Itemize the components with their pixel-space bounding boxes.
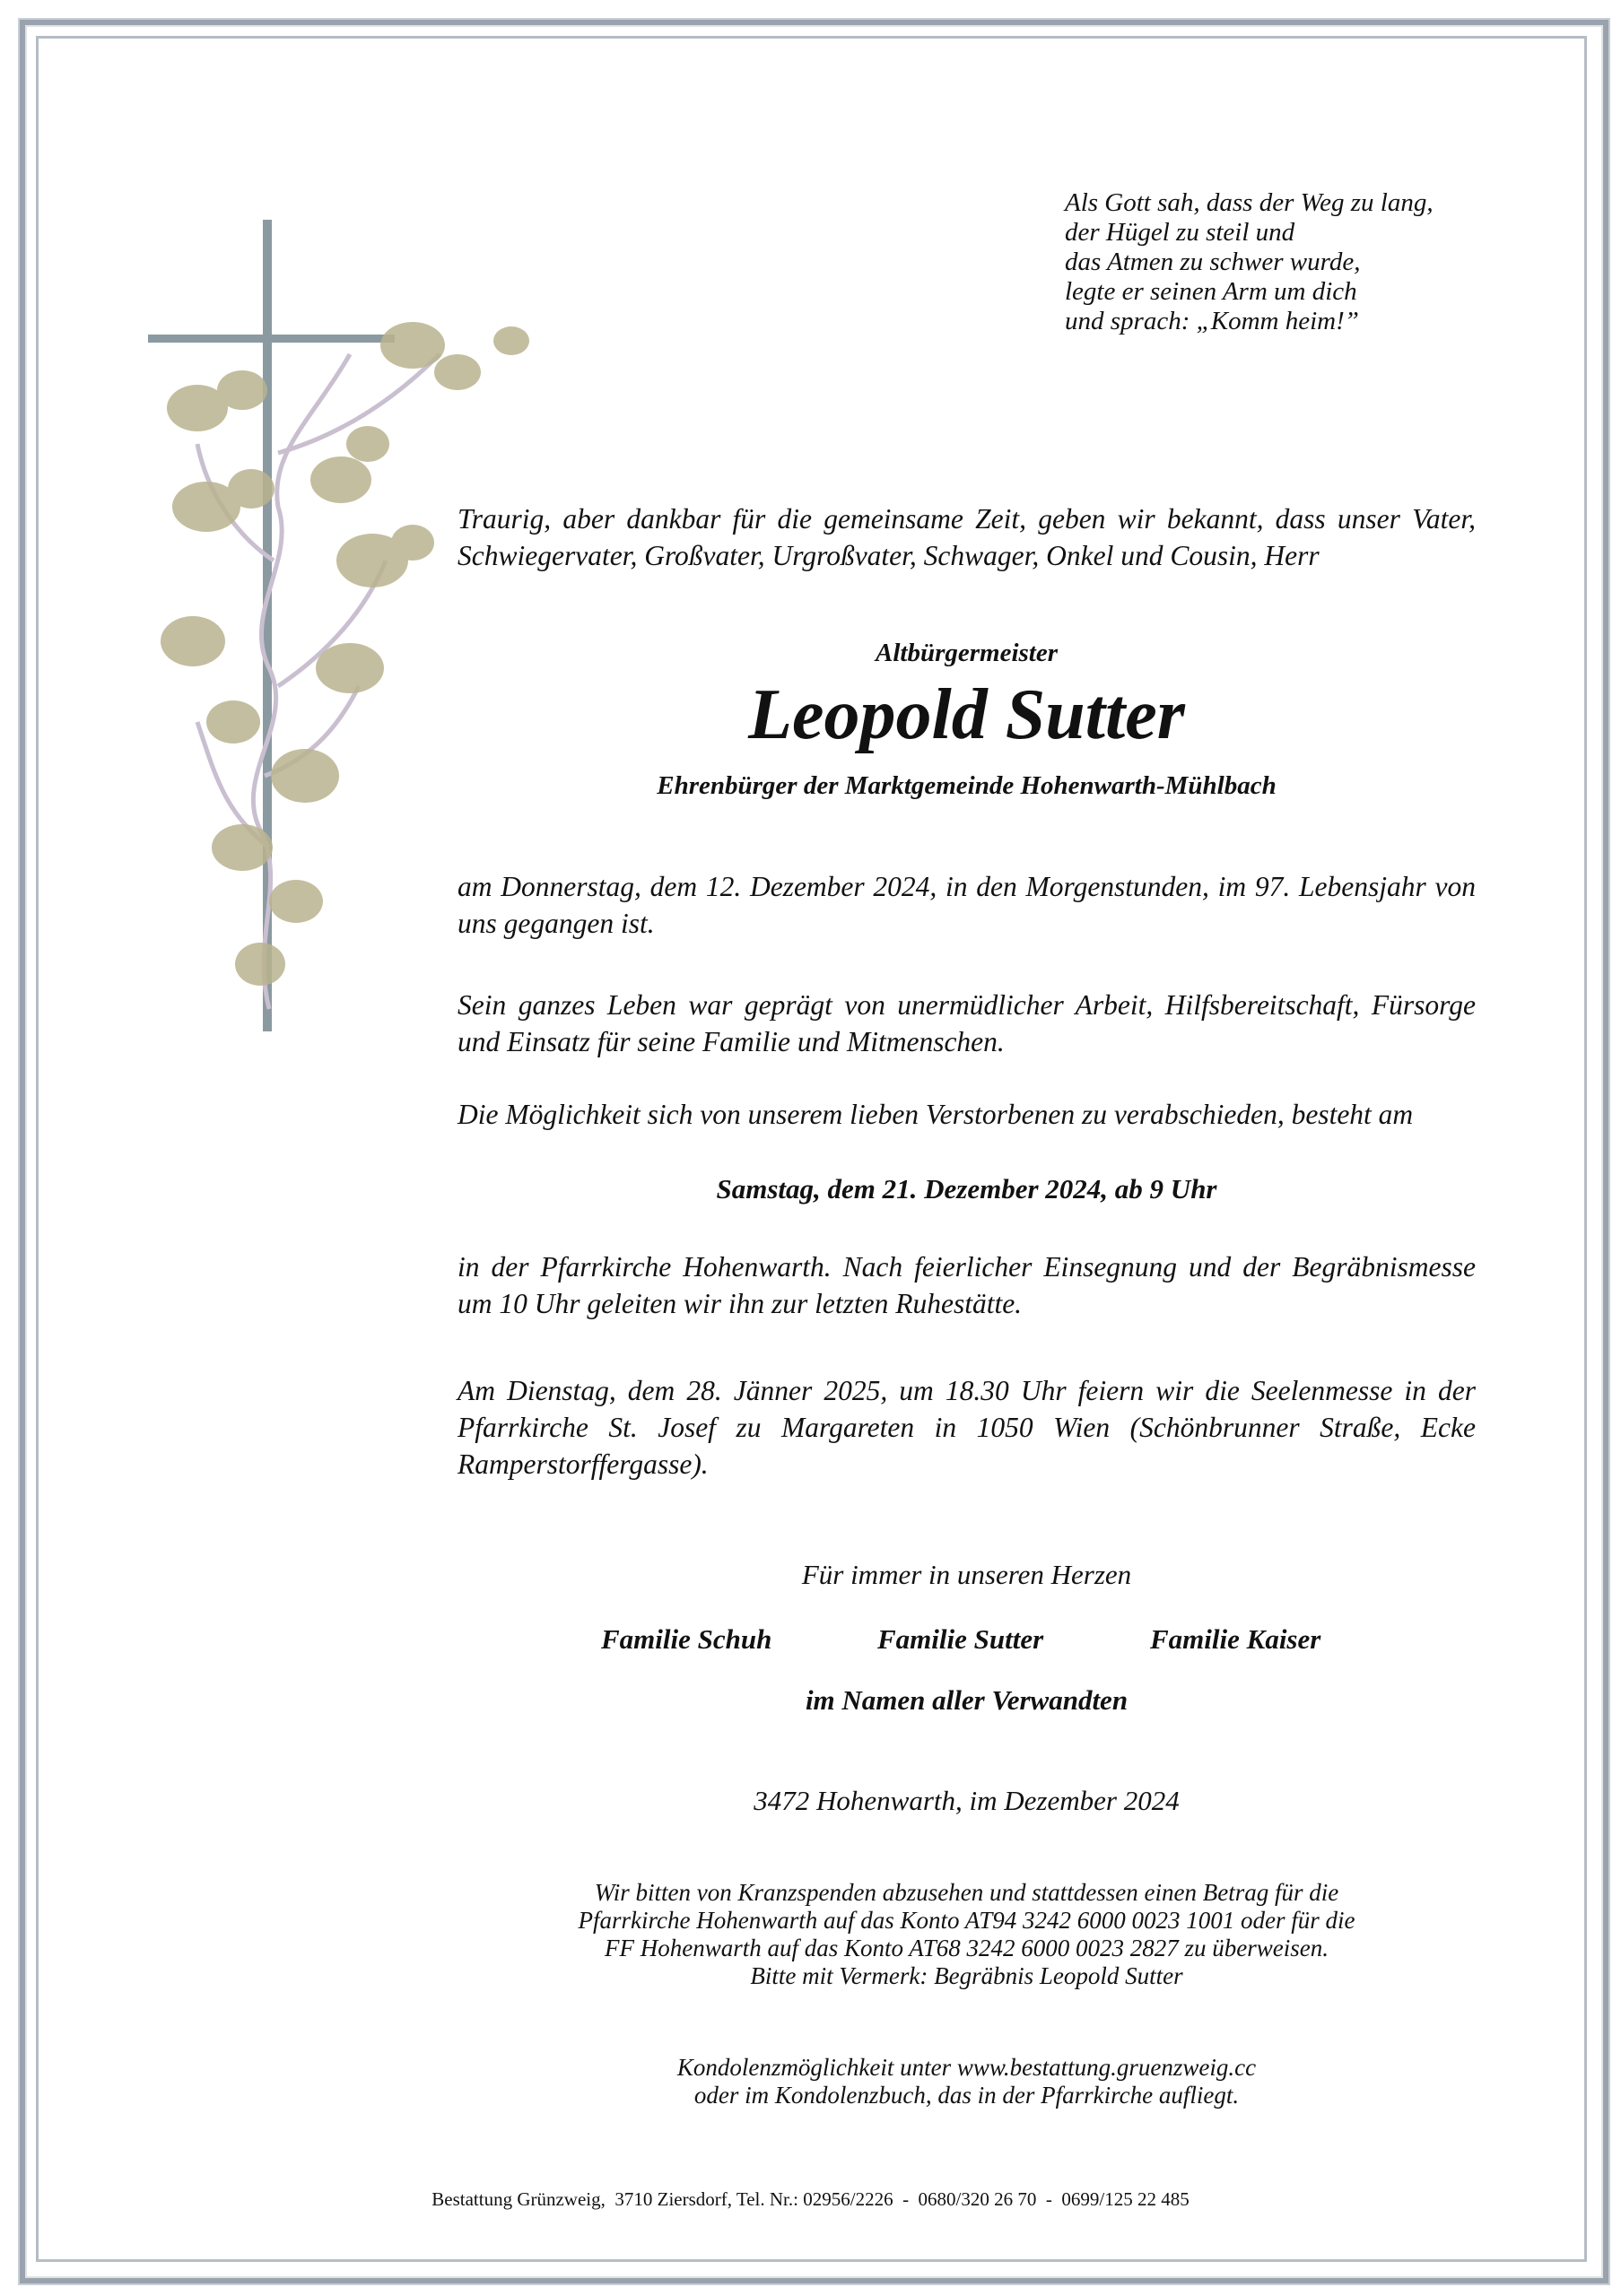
church-paragraph: in der Pfarrkirche Hohenwarth. Nach feierlicher Einsegnung und der Begräbnismesse um 10 Uhr geleiten wir ihn zur letzten Ruhestätte. [458, 1251, 1476, 1319]
intro-paragraph: Traurig, aber dankbar für die gemeinsame Zeit, geben wir bekannt, dass unser Vater, Schwiegervater, Großvater, Urgroßvater, Schwager, Onkel und Cousin, Herr [458, 503, 1476, 571]
relatives-line: im Namen aller Verwandten [805, 1684, 1129, 1716]
condolence-line: oder im Kondolenzbuch, das in der Pfarrkirche aufliegt. [693, 2082, 1240, 2109]
mass-paragraph: Am Dienstag, dem 28. Jänner 2025, um 18.30 Uhr feiern wir die Seelenmesse in der Pfarrkirche St. Josef zu Margareten in 1050 Wien (Schönbrunner Straße, Ecke Ramperstorffergasse). [458, 1375, 1476, 1480]
donation-line: FF Hohenwarth auf das Konto AT68 3242 6000 0023 2827 zu überweisen. [604, 1935, 1329, 1961]
deceased-name: Leopold Sutter [748, 675, 1185, 754]
poem-line: das Atmen zu schwer wurde, [1065, 248, 1361, 276]
donation-line: Wir bitten von Kranzspenden abzusehen und stattdessen einen Betrag für die [594, 1879, 1339, 1906]
donation-line: Bitte mit Vermerk: Begräbnis Leopold Sutter [750, 1962, 1183, 1989]
honorific: Ehrenbürger der Marktgemeinde Hohenwarth-Mühlbach [657, 771, 1277, 800]
family-name: Familie Sutter [877, 1623, 1044, 1655]
place-date: 3472 Hohenwarth, im Dezember 2024 [754, 1785, 1180, 1816]
poem [1065, 188, 1531, 336]
farewell-intro: Die Möglichkeit sich von unserem lieben Verstorbenen zu verabschieden, besteht am [458, 1099, 1414, 1130]
condolence-note [458, 2054, 1476, 2109]
poem-line: der Hügel zu steil und [1065, 218, 1295, 247]
family-name: Familie Kaiser [1150, 1623, 1321, 1655]
title-above-name: Altbürgermeister [875, 639, 1058, 667]
poem-line: legte er seinen Arm um dich [1065, 277, 1357, 306]
death-paragraph: am Donnerstag, dem 12. Dezember 2024, in den Morgenstunden, im 97. Lebensjahr von uns gegangen ist. [458, 871, 1476, 939]
donation-line: Pfarrkirche Hohenwarth auf das Konto AT94 3242 6000 0023 1001 oder für die [578, 1907, 1355, 1934]
footer-contact: Bestattung Grünzweig, 3710 Ziersdorf, Tel. Nr.: 02956/2226 - 0680/320 26 70 - 0699/125 22 485 [431, 2188, 1190, 2210]
poem-line: und sprach: „Komm heim!” [1065, 307, 1359, 335]
poem-line: Als Gott sah, dass der Weg zu lang, [1065, 188, 1434, 217]
farewell-date: Samstag, dem 21. Dezember 2024, ab 9 Uhr [716, 1173, 1217, 1205]
life-paragraph: Sein ganzes Leben war geprägt von unermüdlicher Arbeit, Hilfsbereitschaft, Fürsorge und Einsatz für seine Familie und Mitmenschen. [458, 989, 1476, 1057]
condolence-line: Kondolenzmöglichkeit unter www.bestattung.gruenzweig.cc [676, 2054, 1257, 2081]
donation-note [458, 1879, 1476, 1990]
family-name: Familie Schuh [601, 1623, 772, 1655]
closing-line: Für immer in unseren Herzen [801, 1559, 1132, 1590]
